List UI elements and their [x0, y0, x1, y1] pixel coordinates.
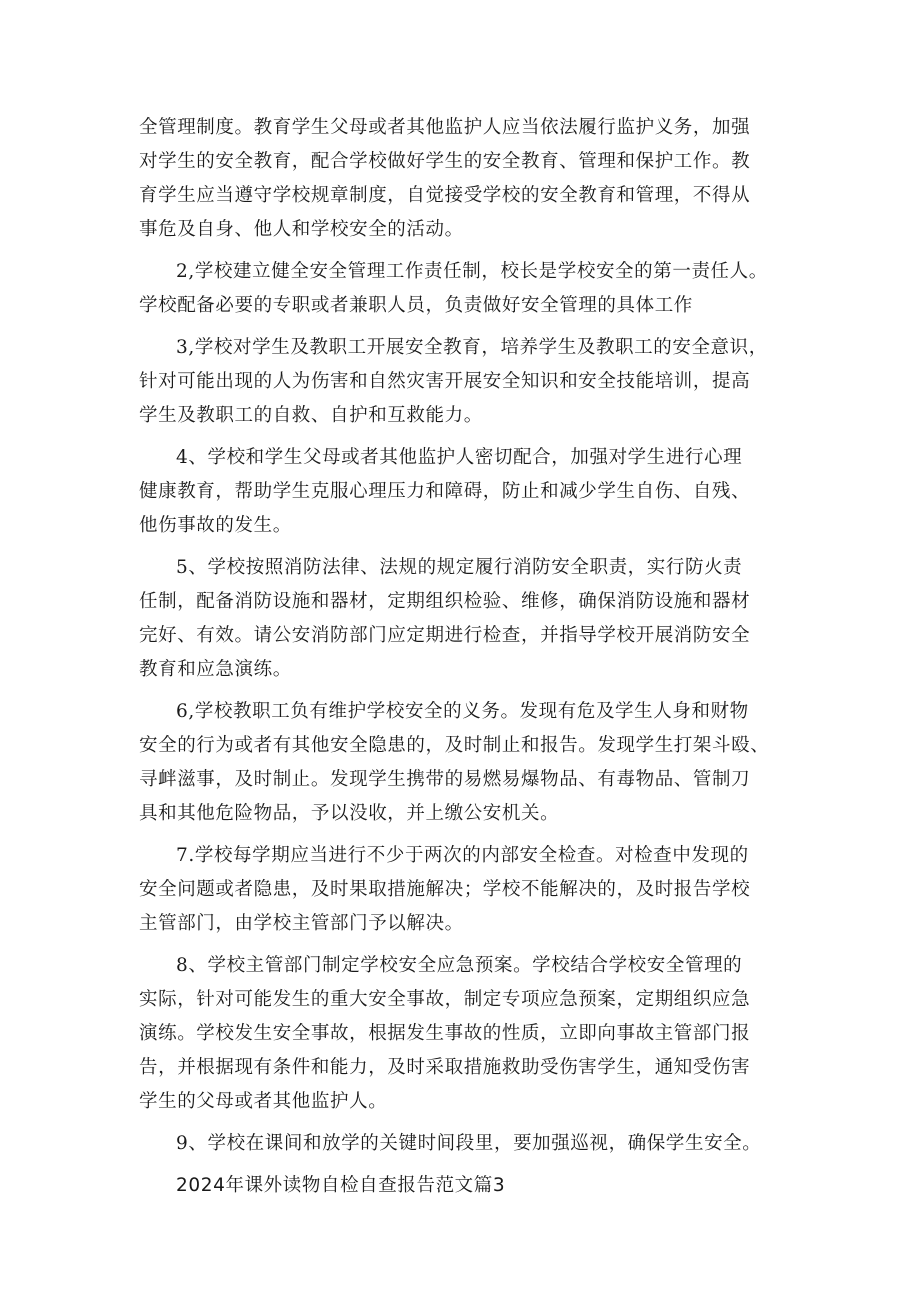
- paragraph-2: [139, 255, 799, 323]
- text-line: 完好、有效。请公安消防部门应定期进行检查，并指导学校开展消防安全: [139, 625, 751, 646]
- text-line: 健康教育，帮助学生克服心理压力和障碍，防止和减少学生自伤、自残、: [139, 481, 751, 502]
- text-line: 任制，配备消防设施和器材，定期组织检验、维修，确保消防设施和器材: [139, 591, 751, 612]
- text-line: 全管理制度。教育学生父母或者其他监护人应当依法履行监护义务，加强: [139, 117, 751, 138]
- section-heading: 2024年课外读物自检自查报告范文篇3: [176, 1175, 506, 1196]
- paragraph-9: [139, 1127, 799, 1161]
- text-line: 主管部门，由学校主管部门予以解决。: [139, 913, 464, 934]
- text-line: 2,学校建立健全安全管理工作责任制，校长是学校安全的第一责任人。: [176, 261, 768, 282]
- text-line: 事危及自身、他人和学校安全的活动。: [139, 219, 464, 240]
- text-line: 8、学校主管部门制定学校安全应急预案。学校结合学校安全管理的: [176, 955, 743, 976]
- text-line: 对学生的安全教育，配合学校做好学生的安全教育、管理和保护工作。教: [139, 151, 751, 172]
- text-line: 6,学校教职工负有维护学校安全的义务。发现有危及学生人身和财物: [176, 701, 749, 722]
- text-line: 4、学校和学生父母或者其他监护人密切配合，加强对学生进行心理: [176, 447, 743, 468]
- paragraph-3: [139, 331, 799, 433]
- text-line: 9、学校在课间和放学的关键时间段里，要加强巡视，确保学生安全。: [176, 1133, 762, 1154]
- text-line: 育学生应当遵守学校规章制度，自觉接受学校的安全教育和管理，不得从: [139, 185, 751, 206]
- section-heading-block: [139, 1169, 799, 1203]
- paragraph-5: [139, 551, 799, 687]
- text-line: 教育和应急演练。: [139, 659, 292, 680]
- text-line: 5、学校按照消防法律、法规的规定履行消防安全职责，实行防火责: [176, 557, 743, 578]
- text-line: 针对可能出现的人为伤害和自然灾害开展安全知识和安全技能培训，提高: [139, 371, 751, 392]
- text-line: 告，并根据现有条件和能力，及时采取措施救助受伤害学生，通知受伤害: [139, 1057, 751, 1078]
- text-line: 他伤事故的发生。: [139, 515, 292, 536]
- paragraph-7: [139, 839, 799, 941]
- text-line: 安全问题或者隐患，及时果取措施解决；学校不能解决的，及时报告学校: [139, 879, 751, 900]
- text-line: 学生的父母或者其他监护人。: [139, 1091, 388, 1112]
- paragraph-8: [139, 949, 799, 1119]
- document-body: [139, 111, 799, 1203]
- text-line: 寻衅滋事，及时制止。发现学生携带的易燃易爆物品、有毒物品、管制刀: [139, 769, 751, 790]
- text-line: 演练。学校发生安全事故，根据发生事故的性质，立即向事故主管部门报: [139, 1023, 751, 1044]
- text-line: 3,学校对学生及教职工开展安全教育，培养学生及教职工的安全意识，: [176, 337, 768, 358]
- text-line: 安全的行为或者有其他安全隐患的，及时制止和报告。发现学生打架斗殴、: [139, 735, 770, 756]
- text-line: 具和其他危险物品，予以没收，并上缴公安机关。: [139, 803, 560, 824]
- paragraph-1: [139, 111, 799, 247]
- text-line: 学校配备必要的专职或者兼职人员，负责做好安全管理的具体工作: [139, 295, 693, 316]
- paragraph-4: [139, 441, 799, 543]
- text-line: 实际，针对可能发生的重大安全事故，制定专项应急预案，定期组织应急: [139, 989, 751, 1010]
- paragraph-6: [139, 695, 799, 831]
- text-line: 学生及教职工的自救、自护和互救能力。: [139, 405, 483, 426]
- text-line: 7.学校每学期应当进行不少于两次的内部安全检查。对检查中发现的: [176, 845, 749, 866]
